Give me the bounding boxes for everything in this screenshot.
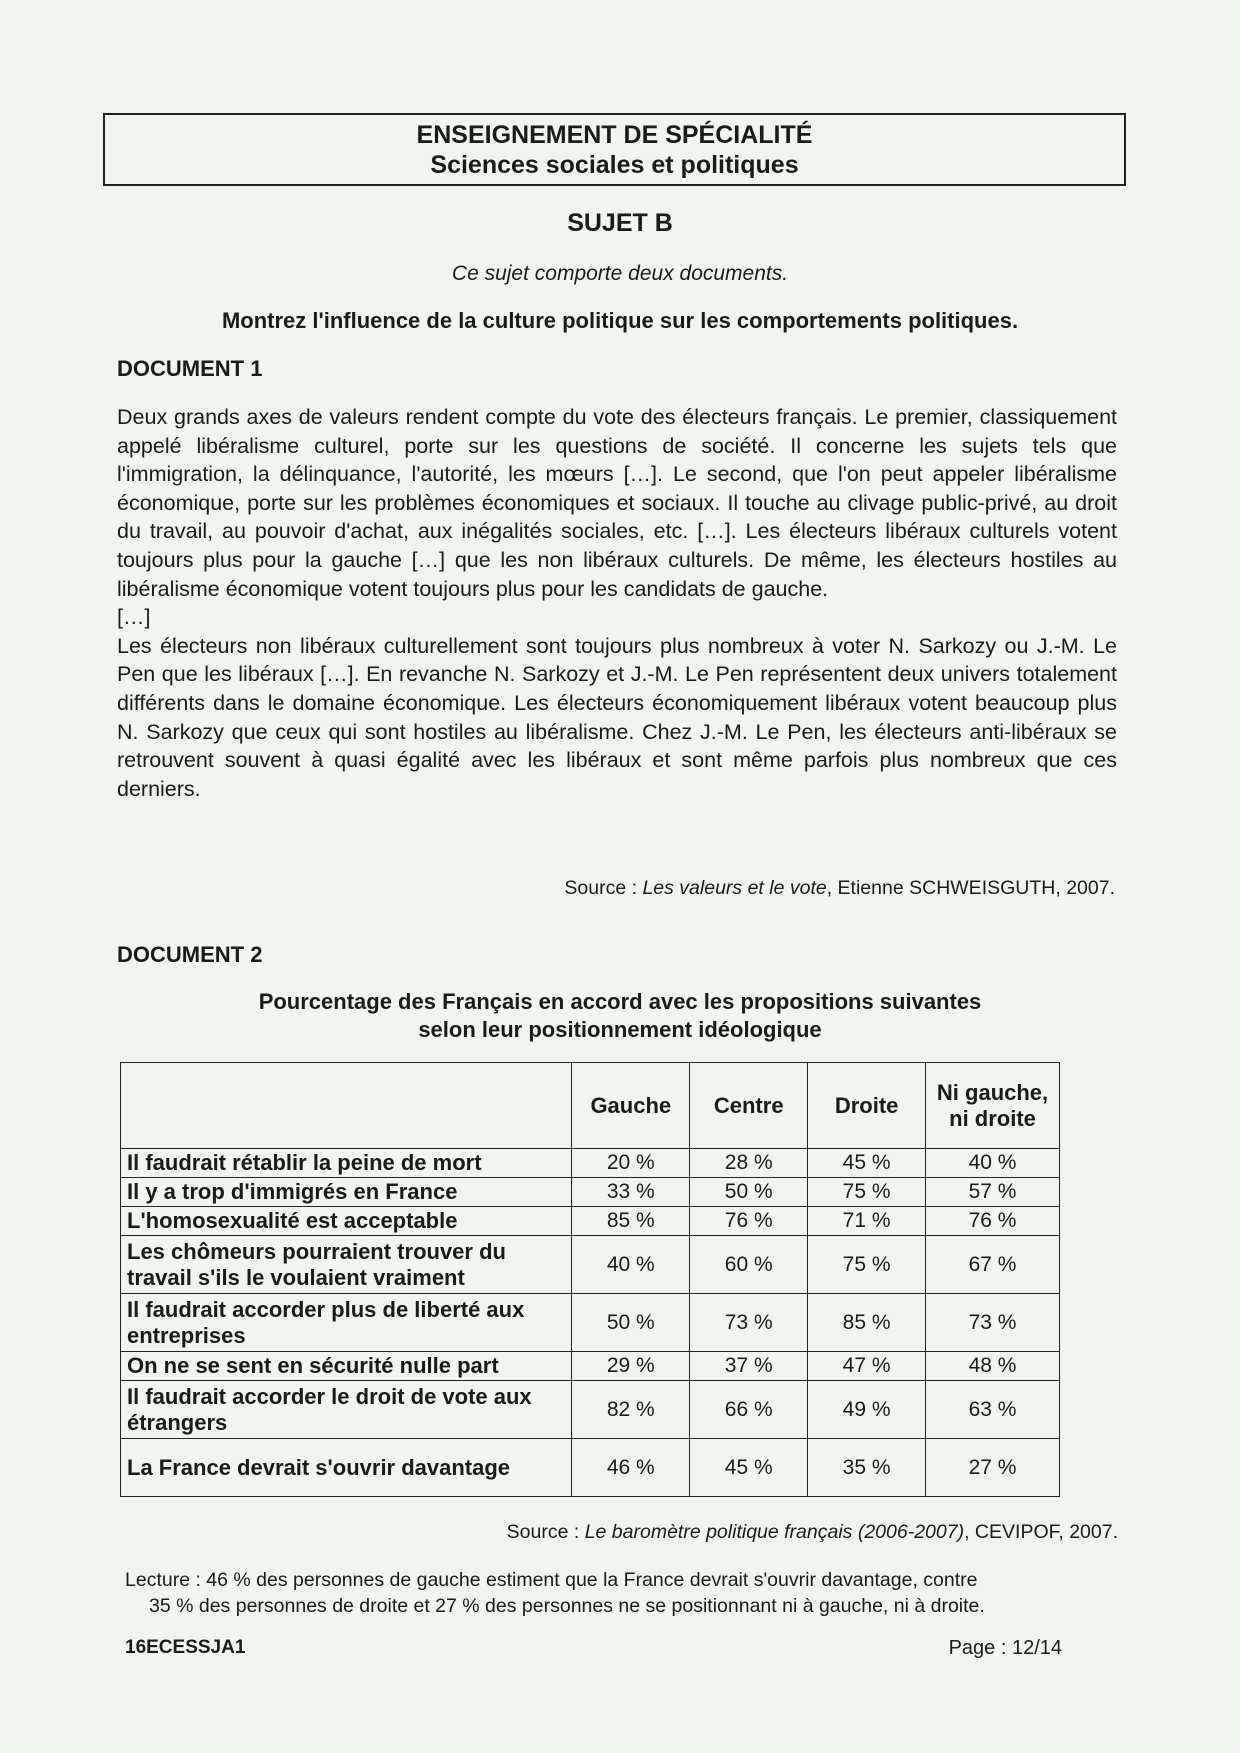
row-label: Il faudrait accorder le droit de vote aux étrangers [121, 1381, 572, 1439]
document-1-source [564, 877, 1115, 900]
document-2-source [507, 1521, 1118, 1544]
cell-droite: 71 % [808, 1207, 926, 1236]
header-subtitle: Sciences sociales et politiques [430, 151, 799, 179]
cell-ni-ni: 27 % [926, 1439, 1060, 1497]
cell-centre: 37 % [690, 1352, 808, 1381]
header-title: ENSEIGNEMENT DE SPÉCIALITÉ [416, 121, 813, 149]
row-label: Les chômeurs pourraient trouver du travail s'ils le voulaient vraiment [121, 1236, 572, 1294]
cell-centre: 28 % [690, 1149, 808, 1178]
cell-ni-ni: 67 % [926, 1236, 1060, 1294]
data-table [120, 1062, 1060, 1497]
cell-ni-ni: 76 % [926, 1207, 1060, 1236]
cell-centre: 73 % [690, 1294, 808, 1352]
exam-code: 16ECESSJA1 [125, 1637, 246, 1658]
cell-droite: 35 % [808, 1439, 926, 1497]
source-title: Le baromètre politique français (2006-2007) [584, 1521, 965, 1543]
document-2-label: DOCUMENT 2 [117, 942, 263, 967]
table-title [0, 988, 1240, 1044]
document-1-ellipsis: […] [117, 605, 151, 630]
reading-note [125, 1567, 1115, 1619]
cell-droite: 85 % [808, 1294, 926, 1352]
source-prefix: Source : [564, 877, 643, 899]
table-header-droite: Droite [808, 1063, 926, 1149]
source-author: , Etienne SCHWEISGUTH, 2007. [826, 877, 1115, 899]
cell-centre: 45 % [690, 1439, 808, 1497]
row-label: La France devrait s'ouvrir davantage [121, 1439, 572, 1497]
row-label: Il faudrait rétablir la peine de mort [121, 1149, 572, 1178]
table-header-centre: Centre [690, 1063, 808, 1149]
cell-ni-ni: 63 % [926, 1381, 1060, 1439]
subject-title: SUJET B [567, 209, 673, 237]
table-title-line-2: selon leur positionnement idéologique [418, 1017, 822, 1042]
source-title: Les valeurs et le vote [642, 877, 827, 899]
cell-droite: 47 % [808, 1352, 926, 1381]
row-label: On ne se sent en sécurité nulle part [121, 1352, 572, 1381]
table-header-ni-gauche-ni-droite: Ni gauche, ni droite [926, 1063, 1060, 1149]
row-label: Il y a trop d'immigrés en France [121, 1178, 572, 1207]
document-1-text [117, 403, 1117, 803]
table-header-gauche: Gauche [572, 1063, 690, 1149]
reading-note-line-2: 35 % des personnes de droite et 27 % des personnes ne se positionnant ni à gauche, ni à droite. [149, 1595, 985, 1617]
cell-droite: 49 % [808, 1381, 926, 1439]
cell-droite: 75 % [808, 1236, 926, 1294]
table-row [121, 1149, 1060, 1178]
table-row [121, 1381, 1060, 1439]
table-row [121, 1439, 1060, 1497]
table-title-line-1: Pourcentage des Français en accord avec les propositions suivantes [258, 989, 982, 1014]
table-row [121, 1207, 1060, 1236]
cell-gauche: 50 % [572, 1294, 690, 1352]
page-number: Page : 12/14 [948, 1637, 1062, 1659]
cell-centre: 66 % [690, 1381, 808, 1439]
cell-centre: 76 % [690, 1207, 808, 1236]
cell-ni-ni: 48 % [926, 1352, 1060, 1381]
cell-gauche: 40 % [572, 1236, 690, 1294]
row-label: Il faudrait accorder plus de liberté aux entreprises [121, 1294, 572, 1352]
table-row [121, 1236, 1060, 1294]
table-row [121, 1294, 1060, 1352]
table-row [121, 1178, 1060, 1207]
table-row [121, 1352, 1060, 1381]
cell-gauche: 29 % [572, 1352, 690, 1381]
source-publisher: , CEVIPOF, 2007. [964, 1521, 1118, 1543]
document-1-paragraph-2: Les électeurs non libéraux culturellement sont toujours plus nombreux à voter N. Sarkozy ou J.-M. Le Pen que les libéraux […]. En revanche N. Sarkozy et J.-M. Le Pen représentent deux univers totalement différents dans le domaine économique. Les électeurs économiquement libéraux votent beaucoup plus N. Sarkozy que ceux qui sont hostiles au libéralisme. Chez J.-M. Le Pen, les électeurs anti-libéraux se retrouvent souvent à quasi égalité avec les libéraux et sont même parfois plus nombreux que ces derniers. [117, 633, 1117, 801]
header-box [103, 113, 1126, 186]
document-1-label: DOCUMENT 1 [117, 356, 263, 381]
cell-gauche: 20 % [572, 1149, 690, 1178]
subject-note: Ce sujet comporte deux documents. [451, 262, 789, 285]
table-header-empty [121, 1063, 572, 1149]
cell-gauche: 82 % [572, 1381, 690, 1439]
table-header-row [121, 1063, 1060, 1149]
question-text: Montrez l'influence de la culture politique sur les comportements politiques. [221, 308, 1019, 333]
cell-droite: 45 % [808, 1149, 926, 1178]
reading-note-line-1: Lecture : 46 % des personnes de gauche estiment que la France devrait s'ouvrir davantage, contre [125, 1569, 978, 1591]
cell-gauche: 46 % [572, 1439, 690, 1497]
document-1-paragraph-1: Deux grands axes de valeurs rendent compte du vote des électeurs français. Le premier, classiquement appelé libéralisme culturel, porte sur les questions de société. Il concerne les sujets tels que l'immigration, la délinquance, l'autorité, les mœurs […]. Le second, que l'on peut appeler libéralisme économique, porte sur les problèmes économiques et sociaux. Il touche au clivage public-privé, au droit du travail, au pouvoir d'achat, aux inégalités sociales, etc. […]. Les électeurs libéraux culturels votent toujours plus pour la gauche […] que les non libéraux culturels. De même, les électeurs hostiles au libéralisme économique votent toujours plus pour les candidats de gauche. [117, 405, 1117, 601]
cell-centre: 50 % [690, 1178, 808, 1207]
cell-ni-ni: 57 % [926, 1178, 1060, 1207]
cell-droite: 75 % [808, 1178, 926, 1207]
cell-gauche: 85 % [572, 1207, 690, 1236]
source-prefix: Source : [506, 1521, 585, 1543]
cell-gauche: 33 % [572, 1178, 690, 1207]
row-label: L'homosexualité est acceptable [121, 1207, 572, 1236]
cell-centre: 60 % [690, 1236, 808, 1294]
cell-ni-ni: 40 % [926, 1149, 1060, 1178]
cell-ni-ni: 73 % [926, 1294, 1060, 1352]
